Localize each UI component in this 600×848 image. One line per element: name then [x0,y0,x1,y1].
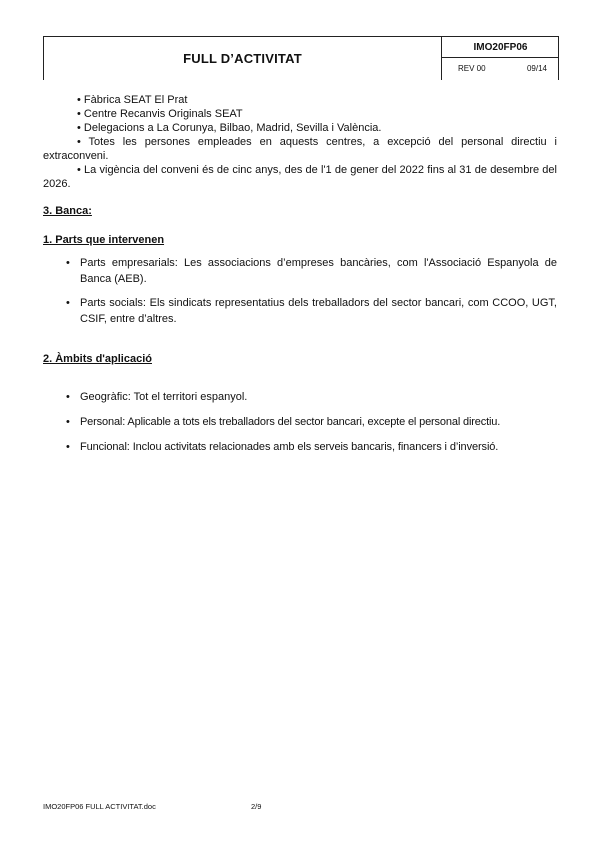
list-item [66,439,557,455]
list-item-label: Parts empresarials: Les associacions d’empreses bancàries, com l'Associació Espanyola de Banca (AEB). [80,257,557,285]
intro-paragraph: • La vigència del conveni és de cinc anys, des de l'1 de gener del 2022 fins al 31 de desembre del 2026. [43,164,557,190]
list-item [66,389,557,405]
intro-bullet: • Centre Recanvis Originals SEAT [77,108,243,120]
list-item-label: Personal: Aplicable a tots els treballadors del sector bancari, excepte el personal directiu. [80,416,501,428]
intro-bullet: • Fàbrica SEAT El Prat [77,94,188,106]
revision-date: 09/14 [526,64,547,73]
list-item-text [80,255,557,287]
bullet-icon: • [66,416,70,428]
bullet-icon: • [66,257,70,269]
list-item [66,295,557,327]
bullet-icon: • [66,441,70,453]
intro-paragraph: • Totes les persones empleades en aquests centres, a excepció del personal directiu i extraconveni. [43,136,557,162]
revision-label: REV 00 [458,64,486,73]
list-item-label: Funcional: Inclou activitats relacionades amb els serveis bancaris, financers i d’inversió. [80,441,499,453]
intro-bullet: • Delegacions a La Corunya, Bilbao, Madrid, Sevilla i València. [77,122,382,134]
section-heading-banca: 3. Banca: [43,205,92,217]
header-meta-box [441,37,559,80]
list-item-label: Geogràfic: Tot el territori espanyol. [80,391,248,403]
document-code: IMO20FP06 [442,37,559,58]
bullet-icon: • [66,297,70,309]
ambits-heading: 2. Àmbits d'aplicació [43,353,152,365]
parts-heading: 1. Parts que intervenen [43,234,165,246]
list-item-text [80,295,557,327]
bullet-icon: • [66,391,70,403]
footer-page-number: 2/9 [251,802,262,811]
list-item-label: Parts socials: Els sindicats representatius dels treballadors del sector bancari, com CCOO, UGT, CSIF, entre d’altres. [80,297,557,325]
document-title: FULL D’ACTIVITAT [183,51,302,66]
list-item [66,255,557,287]
document-header [43,36,559,80]
list-item [66,414,557,430]
footer-document-name: IMO20FP06 FULL ACTIVITAT.doc [43,802,156,811]
